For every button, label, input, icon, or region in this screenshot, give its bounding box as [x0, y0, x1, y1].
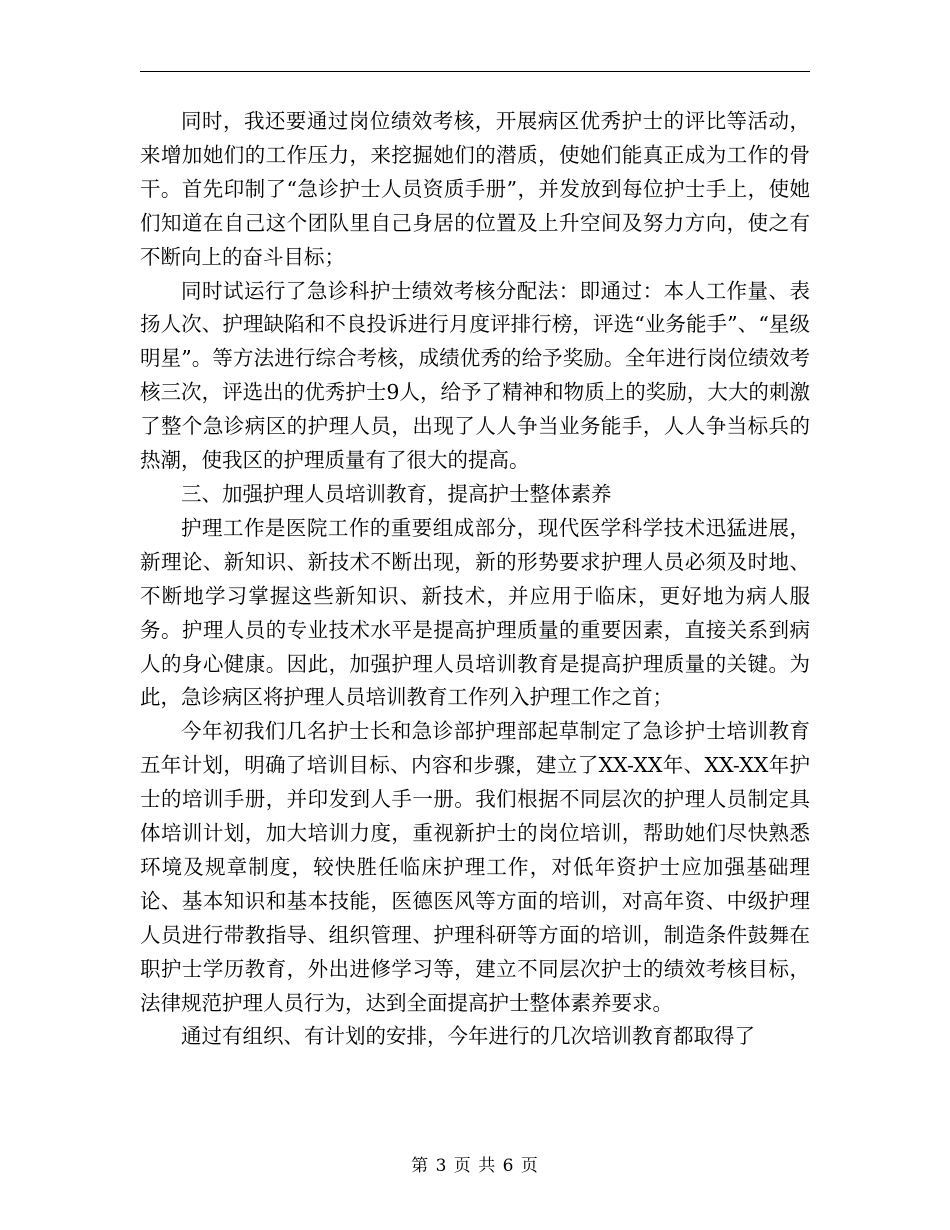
- header-rule: [140, 71, 810, 72]
- paragraph-training-results: 通过有组织、有计划的安排，今年进行的几次培训教育都取得了: [181, 1024, 755, 1049]
- document-body: [140, 105, 810, 1054]
- section-heading-training: 三、加强护理人员培训教育，提高护士整体素养: [181, 481, 612, 506]
- page-number-footer: 第 3 页 共 6 页: [411, 1156, 539, 1176]
- paragraph-nursing-importance: 护理工作是医院工作的重要组成部分，现代医学科学技术迅猛进展，新理论、新知识、新技术不断出现，新的形势要求护理人员必须及时地、不断地学习掌握这些新知识、新技术，并应用于临床，更好地为病人服务。护理人员的专业技术水平是提高护理质量的重要因素，直接关系到病人的身心健康。因此，加强护理人员培训教育是提高护理质量的关键。为此，急诊病区将护理人员培训教育工作列入护理工作之首；: [140, 515, 810, 710]
- paragraph-performance-evaluation: 同时，我还要通过岗位绩效考核，开展病区优秀护士的评比等活动，来增加她们的工作压力，来挖掘她们的潜质，使她们能真正成为工作的骨干。首先印制了“急诊护士人员资质手册”，并发放到每位护士手上，使她们知道在自己这个团队里自己身居的位置及上升空间及努力方向，使之有不断向上的奋斗目标；: [140, 109, 810, 269]
- paragraph-trial-assessment: 同时试运行了急诊科护士绩效考核分配法：即通过：本人工作量、表扬人次、护理缺陷和不良投诉进行月度评排行榜，评选“业务能手”、“星级明星”。等方法进行综合考核，成绩优秀的给予奖励。全年进行岗位绩效考核三次，评选出的优秀护士9人，给予了精神和物质上的奖励，大大的刺激了整个急诊病区的护理人员，出现了人人争当业务能手，人人争当标兵的热潮，使我区的护理质量有了很大的提高。: [140, 278, 810, 473]
- paragraph-five-year-plan: 今年初我们几名护士长和急诊部护理部起草制定了急诊护士培训教育五年计划，明确了培训目标、内容和步骤，建立了XX-XX年、XX-XX年护士的培训手册，并印发到人手一册。我们根据不同层次的护理人员制定具体培训计划，加大培训力度，重视新护士的岗位培训，帮助她们尽快熟悉环境及规章制度，较快胜任临床护理工作，对低年资护士应加强基础理论、基本知识和基本技能，医德医风等方面的培训，对高年资、中级护理人员进行带教指导、组织管理、护理科研等方面的培训，制造条件鼓舞在职护士学历教育，外出进修学习等，建立不同层次护士的绩效考核目标，法律规范护理人员行为，达到全面提高护士整体素养要求。: [140, 719, 810, 1015]
